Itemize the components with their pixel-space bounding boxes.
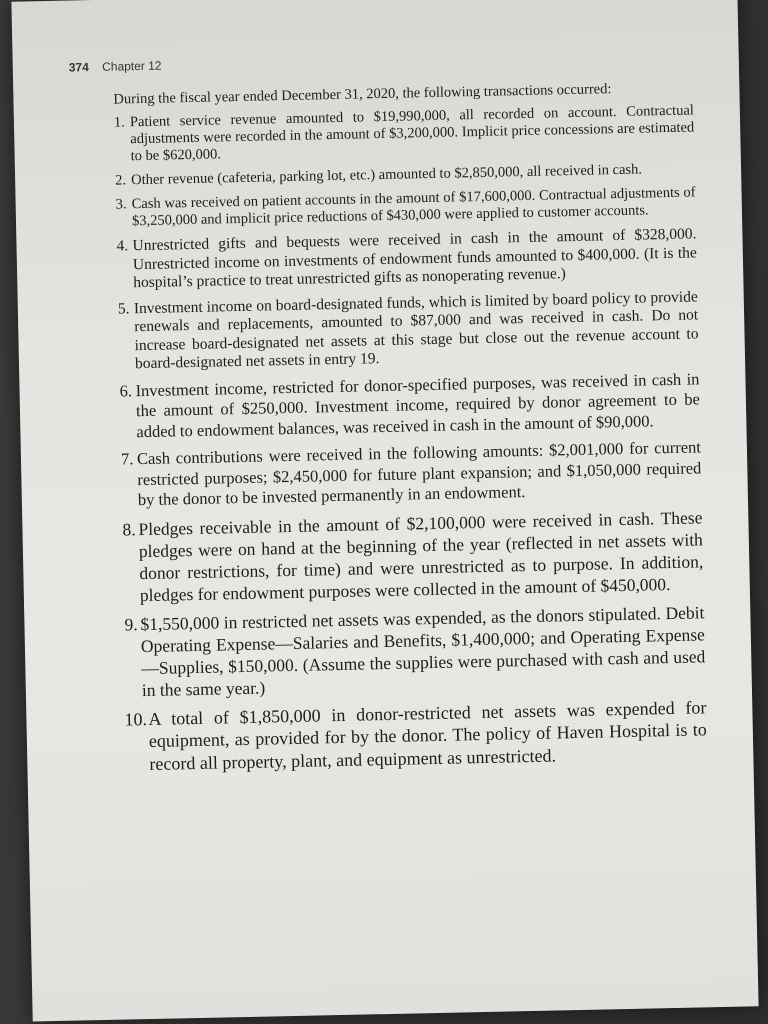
item-text: $1,550,000 in restricted net assets was expended, as the donors stipulated. Debit Operating Expense—Salaries and Benefits, $1,400,000; and Operating Expense—Supplies, $150,000. (Assume the supplies were purchased with cash and used in the same year.) [140,601,706,700]
item-number: 5. [117,299,130,318]
item-text: Investment income, restricted for donor-specified purposes, was received in cash in the amount of $250,000. Investment income, required by donor agreement to be added to endowment balances, was received in cash in the amount of $90,000. [135,368,701,441]
textbook-page [11,0,758,1021]
transaction-item-1 [114,102,695,165]
item-number: 6. [119,380,133,401]
transaction-item-4 [116,225,697,293]
transaction-item-2 [115,160,695,189]
item-text: Other revenue (cafeteria, parking lot, etc.) amounted to $2,850,000, all received in cash. [130,161,643,189]
item-text: Cash was received on patient accounts in the amount of $17,600,000. Contractual adjustments of $3,250,000 and implicit price reductions of $430,000 were applied to customer accounts. [131,184,696,230]
item-number: 3. [115,196,127,213]
item-number: 4. [116,237,129,255]
transaction-item-3 [116,184,697,230]
page-header [69,59,162,75]
item-number: 10. [124,708,148,730]
item-text: Pledges receivable in the amount of $2,100,000 were received in cash. These pledges were on hand at the beginning of the year (reflected in net assets with donor restrictions, for time) and were unrestricted as to purpose. In addition, pledges for endowment purposes were collected in the amount of $450,000. [138,506,704,605]
page-content [113,79,707,782]
transaction-item-8 [122,506,704,606]
transaction-item-5 [118,288,699,374]
chapter-label: Chapter 12 [102,58,162,74]
item-number: 2. [115,172,127,189]
page-number: 374 [68,60,89,75]
item-text: A total of $1,850,000 in donor-restricted net assets was expended for equipment, as provided for by the donor. The policy of Haven Hospital is to record all property, plant, and equipment as unrestricted. [148,696,707,774]
item-text: Unrestricted gifts and bequests were received in cash in the amount of $328,000. Unrestricted income on investments of endowment funds amounted to $400,000. (It is the hospital’s practice to treat unrestricted gifts as nonoperating revenue.) [132,225,697,292]
item-text: Cash contributions were received in the following amounts: $2,001,000 for current restricted purposes; $2,450,000 for future plant expansion; and $1,050,000 required by the donor to be invested permanently in an endowment. [136,437,702,510]
item-number: 1. [113,114,125,131]
transaction-item-9 [124,601,706,701]
item-number: 8. [122,518,136,540]
item-text: Patient service revenue amounted to $19,990,000, all recorded on account. Contractual adjustments were recorded in the amount of $3,200,000. Implicit price concessions are estimated to be $620,000. [129,102,695,165]
item-number: 7. [120,449,134,469]
transaction-item-6 [119,369,700,443]
transaction-item-10 [126,696,707,776]
item-text: Investment income on board-designated funds, which is limited by board policy to provide renewals and replacements, amounted to $87,000 and was received in cash. Do not increase board-designated net assets at this stage but close out the revenue account to board-designated net assets in entry 19. [133,287,699,373]
intro-paragraph: During the fiscal year ended December 31, 2020, the following transactions occurred: [113,81,612,108]
item-number: 9. [124,613,138,634]
transaction-item-7 [121,437,702,511]
